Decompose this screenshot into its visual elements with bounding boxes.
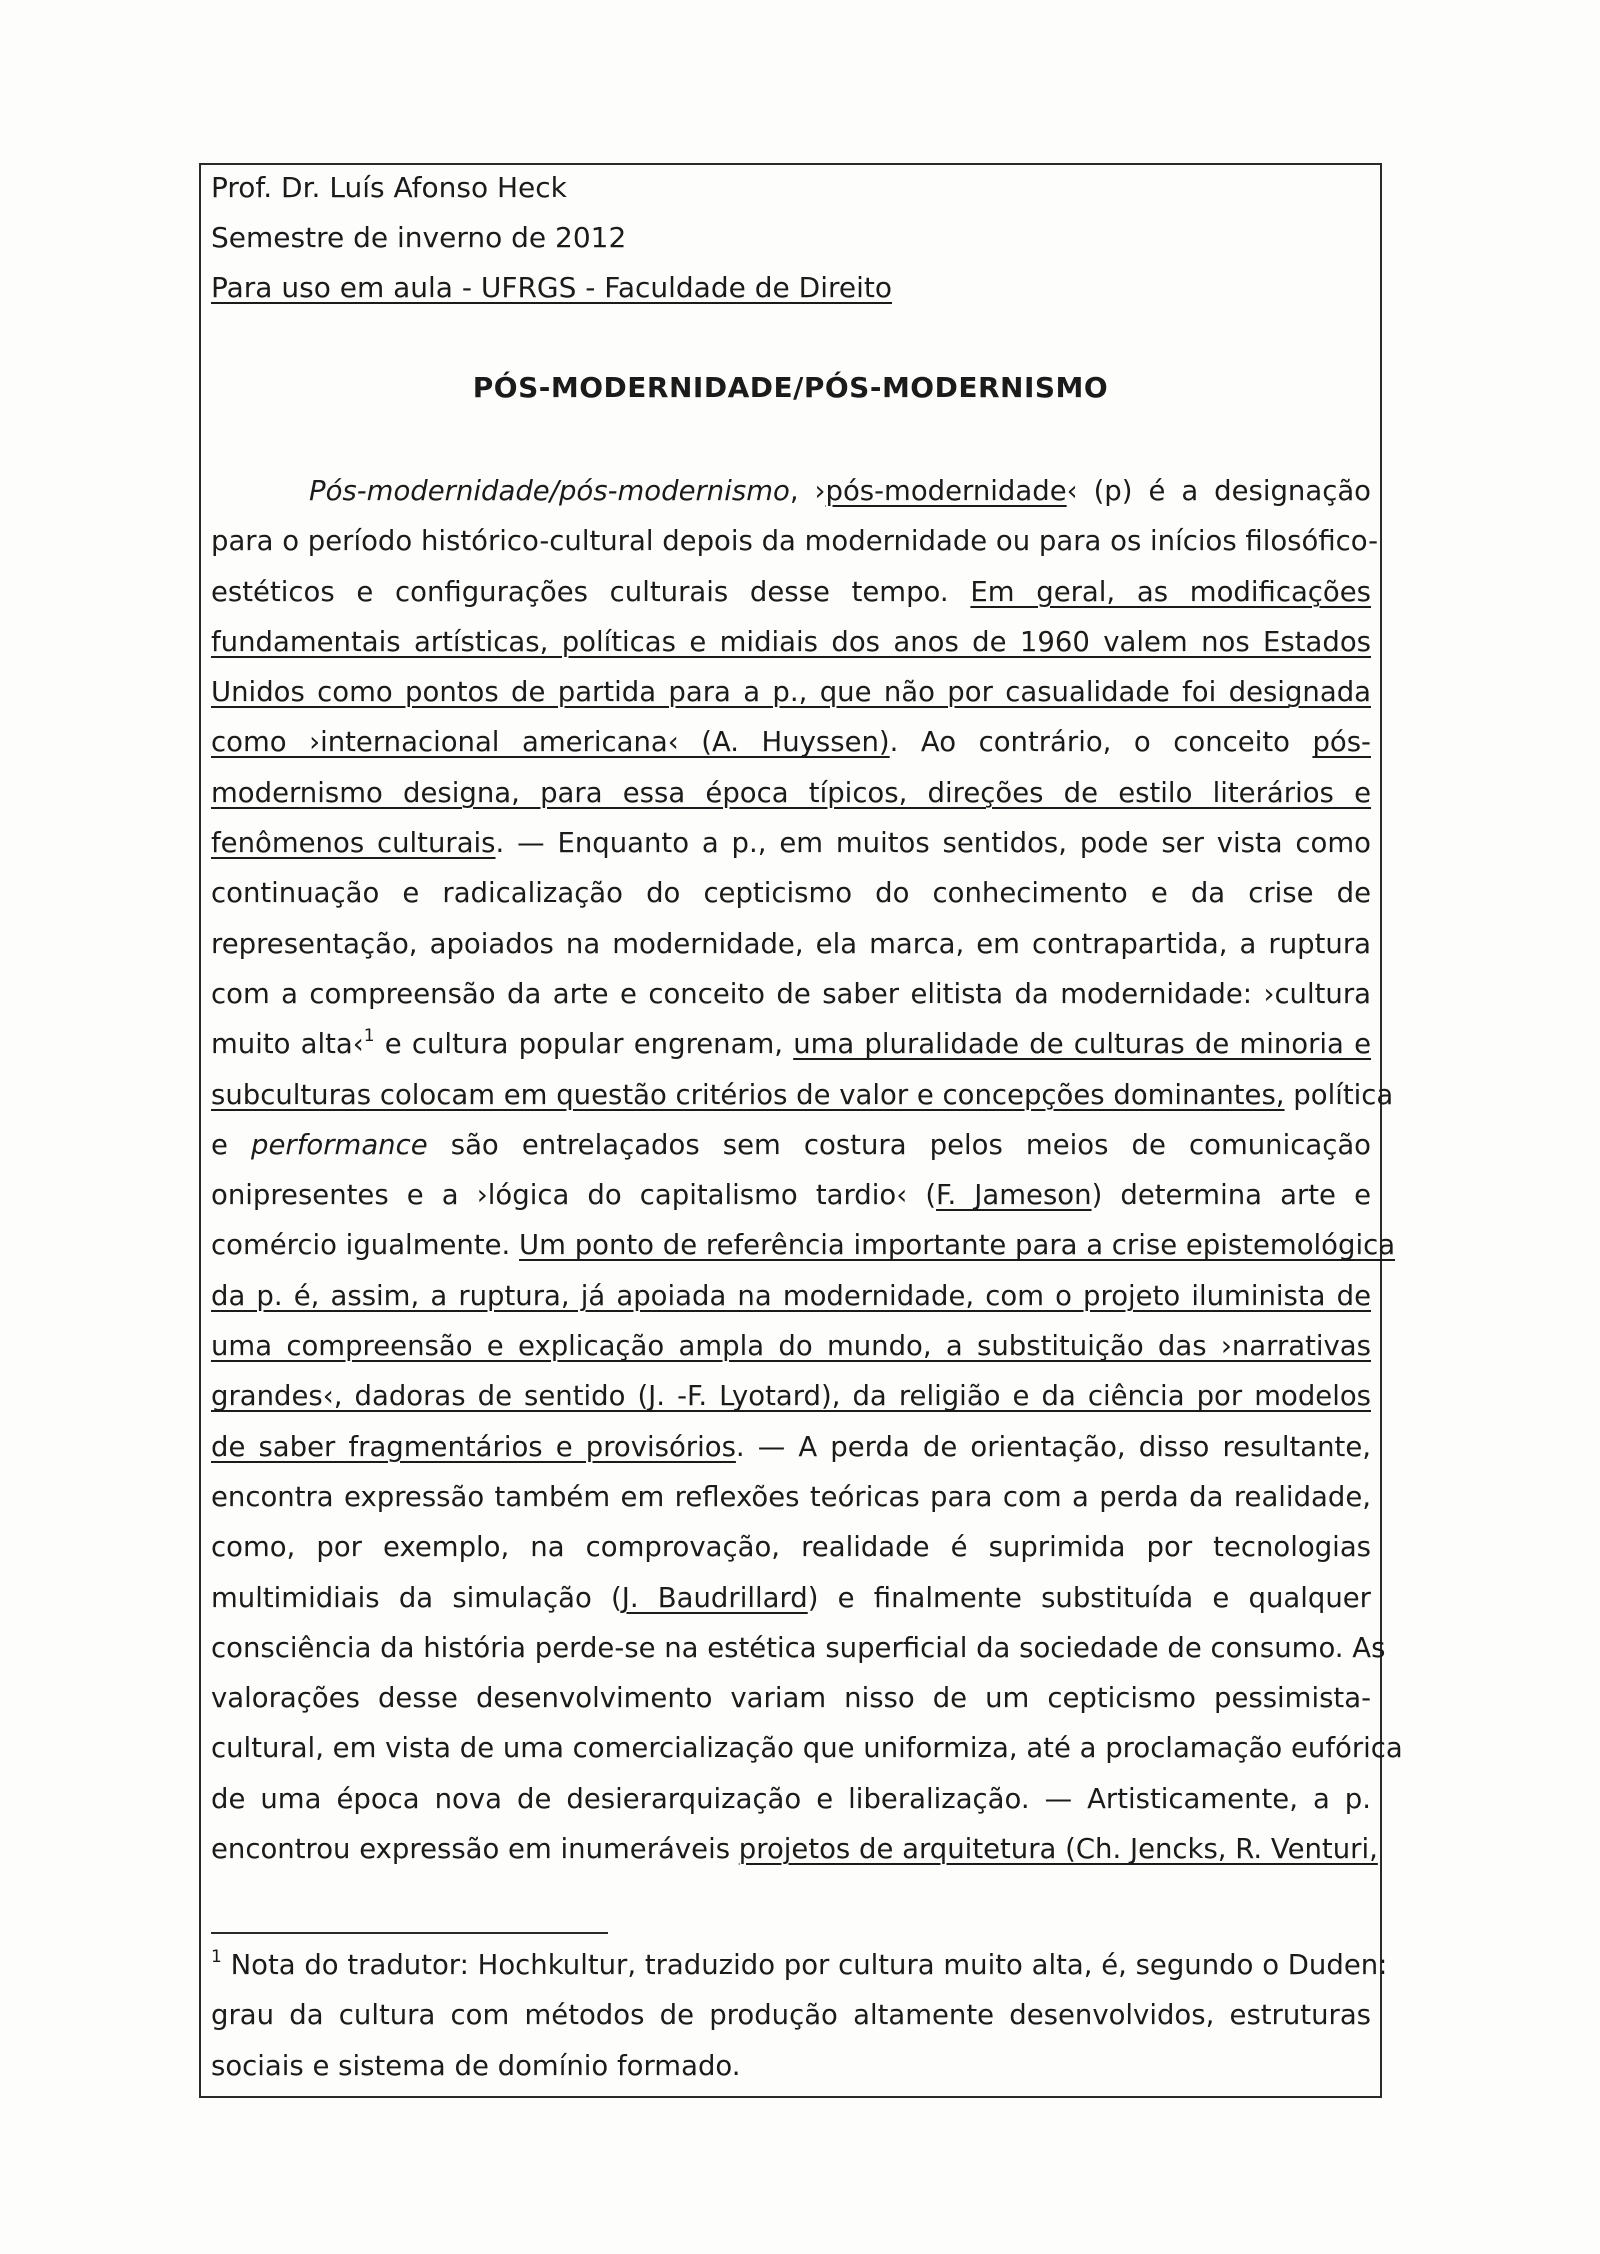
body-line — [211, 818, 1371, 868]
text-run: pós- — [1312, 726, 1371, 759]
text-run: estéticos e configurações culturais desse tempo. — [211, 575, 971, 608]
text-run: encontra expressão também em reflexões teóricas para com a perda da realidade, — [211, 1480, 1371, 1513]
body-line — [211, 1321, 1371, 1371]
body-line — [211, 466, 1371, 516]
footnote-marker: 1 — [211, 1947, 222, 1967]
text-run: ) determina arte e — [1091, 1179, 1372, 1212]
text-run: . — Enquanto a p., em muitos sentidos, pode ser vista como — [495, 827, 1371, 860]
body-line — [211, 1271, 1371, 1321]
text-run: de uma época nova de desierarquização e liberalização. — Artisticamente, a p. — [211, 1782, 1371, 1815]
body-line — [211, 1170, 1371, 1220]
body-line — [211, 919, 1371, 969]
text-run: comércio igualmente. — [211, 1229, 520, 1262]
text-run: continuação e radicalização do cepticismo do conhecimento e da crise de — [211, 877, 1371, 910]
text-run: , › — [789, 475, 826, 507]
text-run: J. Baudrillard — [621, 1581, 808, 1614]
author-line: Prof. Dr. Luís Afonso Heck — [211, 171, 567, 204]
body-line — [211, 1371, 1371, 1421]
body-line — [211, 768, 1371, 818]
text-run: da p. é, assim, a ruptura, já apoiada na modernidade, com o projeto iluminista de — [211, 1279, 1371, 1312]
body-line — [211, 516, 1379, 566]
body-line — [211, 1723, 1403, 1773]
text-run: modernismo designa, para essa época típicos, direções de estilo literários e — [211, 776, 1371, 809]
text-run: uma compreensão e explicação ampla do mundo, a substituição das ›narrativas — [211, 1330, 1371, 1363]
footnote — [211, 1940, 1388, 2091]
text-run: . — A perda de orientação, disso resultante, — [735, 1430, 1371, 1463]
body-line — [211, 1019, 1371, 1069]
body-line — [211, 1070, 1394, 1120]
text-run: representação, apoiados na modernidade, ela marca, em contrapartida, a ruptura — [211, 927, 1371, 960]
body-line — [211, 567, 1371, 617]
body-text — [211, 466, 1403, 1874]
text-run: muito alta‹ — [211, 1028, 364, 1061]
body-line — [211, 1573, 1371, 1623]
text-run: fundamentais artísticas, políticas e midiais dos anos de 1960 valem nos Estados — [211, 625, 1371, 658]
text-run: política — [1284, 1078, 1394, 1111]
body-line — [211, 969, 1371, 1019]
body-line — [211, 1824, 1378, 1874]
text-run: ‹ (p) é a designação — [1066, 475, 1371, 507]
footnote-line — [211, 1990, 1371, 2040]
text-run: valorações desse desenvolvimento variam nisso de um cepticismo pessimista- — [211, 1682, 1371, 1715]
text-run: projetos de arquitetura (Ch. Jencks, R. Venturi, — [738, 1833, 1378, 1866]
footnote-line — [211, 2041, 1371, 2091]
text-run: subculturas colocam em questão critérios de valor e concepções dominantes, — [211, 1078, 1285, 1111]
text-run: de saber fragmentários e provisórios — [211, 1430, 736, 1463]
text-run: Pós-modernidade/pós-modernismo — [309, 475, 790, 507]
text-run: . Ao contrário, o conceito — [889, 726, 1313, 759]
text-run: Um ponto de referência importante para a crise epistemológica — [519, 1229, 1396, 1262]
text-run: com a compreensão da arte e conceito de saber elitista da modernidade: ›cultura — [211, 977, 1371, 1010]
text-run: para o período histórico-cultural depois da modernidade ou para os inícios filosófico- — [211, 525, 1379, 558]
text-run: como, por exemplo, na comprovação, realidade é suprimida por tecnologias — [211, 1531, 1371, 1564]
text-run: uma pluralidade de culturas de minoria e — [793, 1028, 1372, 1061]
body-line — [211, 1623, 1386, 1673]
text-run: Unidos como pontos de partida para a p., que não por casualidade foi designada — [211, 676, 1371, 709]
footnote-line — [211, 1940, 1388, 1990]
body-line — [211, 667, 1371, 717]
text-run: F. Jameson — [936, 1179, 1092, 1212]
body-line — [211, 717, 1371, 767]
text-run: grandes‹, dadoras de sentido (J. -F. Lyotard), da religião e da ciência por modelos — [211, 1380, 1371, 1413]
text-run: pós-modernidade — [825, 475, 1067, 507]
body-line — [211, 617, 1371, 667]
text-run: encontrou expressão em inumeráveis — [211, 1833, 739, 1866]
footnote-reference: 1 — [363, 1026, 375, 1047]
body-line — [211, 1120, 1371, 1170]
text-run: ) e finalmente substituída e qualquer — [807, 1581, 1371, 1614]
text-run: e — [211, 1128, 252, 1161]
text-run: e cultura popular engrenam, — [374, 1028, 794, 1061]
body-line — [211, 1774, 1371, 1824]
text-run: fenômenos culturais — [211, 827, 496, 860]
document-title: PÓS-MODERNIDADE/PÓS-MODERNISMO — [472, 371, 1109, 404]
text-run: Em geral, as modificações — [970, 575, 1371, 608]
text-run: cultural, em vista de uma comercialização que uniformiza, até a proclamação eufórica — [211, 1732, 1403, 1765]
body-line — [211, 1422, 1371, 1472]
footnote-text: Nota do tradutor: Hochkultur, traduzido por cultura muito alta, é, segundo o Duden: — [230, 1949, 1388, 1981]
semester-line: Semestre de inverno de 2012 — [211, 221, 627, 254]
body-line — [211, 1472, 1371, 1522]
text-run: onipresentes e a ›lógica do capitalismo tardio‹ ( — [211, 1179, 937, 1212]
text-run: performance — [251, 1128, 428, 1161]
body-line — [211, 1673, 1371, 1723]
text-run: multimidiais da simulação ( — [211, 1581, 622, 1614]
body-line — [211, 1220, 1396, 1270]
text-run: como ›internacional americana‹ (A. Huyssen) — [211, 726, 890, 759]
body-line — [211, 1522, 1371, 1572]
body-line — [211, 868, 1371, 918]
footnote-text: grau da cultura com métodos de produção altamente desenvolvidos, estruturas — [211, 1999, 1371, 2032]
usage-line: Para uso em aula - UFRGS - Faculdade de Direito — [211, 271, 892, 304]
footnote-text: sociais e sistema de domínio formado. — [211, 2049, 741, 2082]
footnote-divider — [211, 1932, 608, 1934]
text-run: são entrelaçados sem costura pelos meios de comunicação — [427, 1128, 1371, 1161]
text-run: consciência da história perde-se na estética superficial da sociedade de consumo. As — [211, 1631, 1386, 1664]
